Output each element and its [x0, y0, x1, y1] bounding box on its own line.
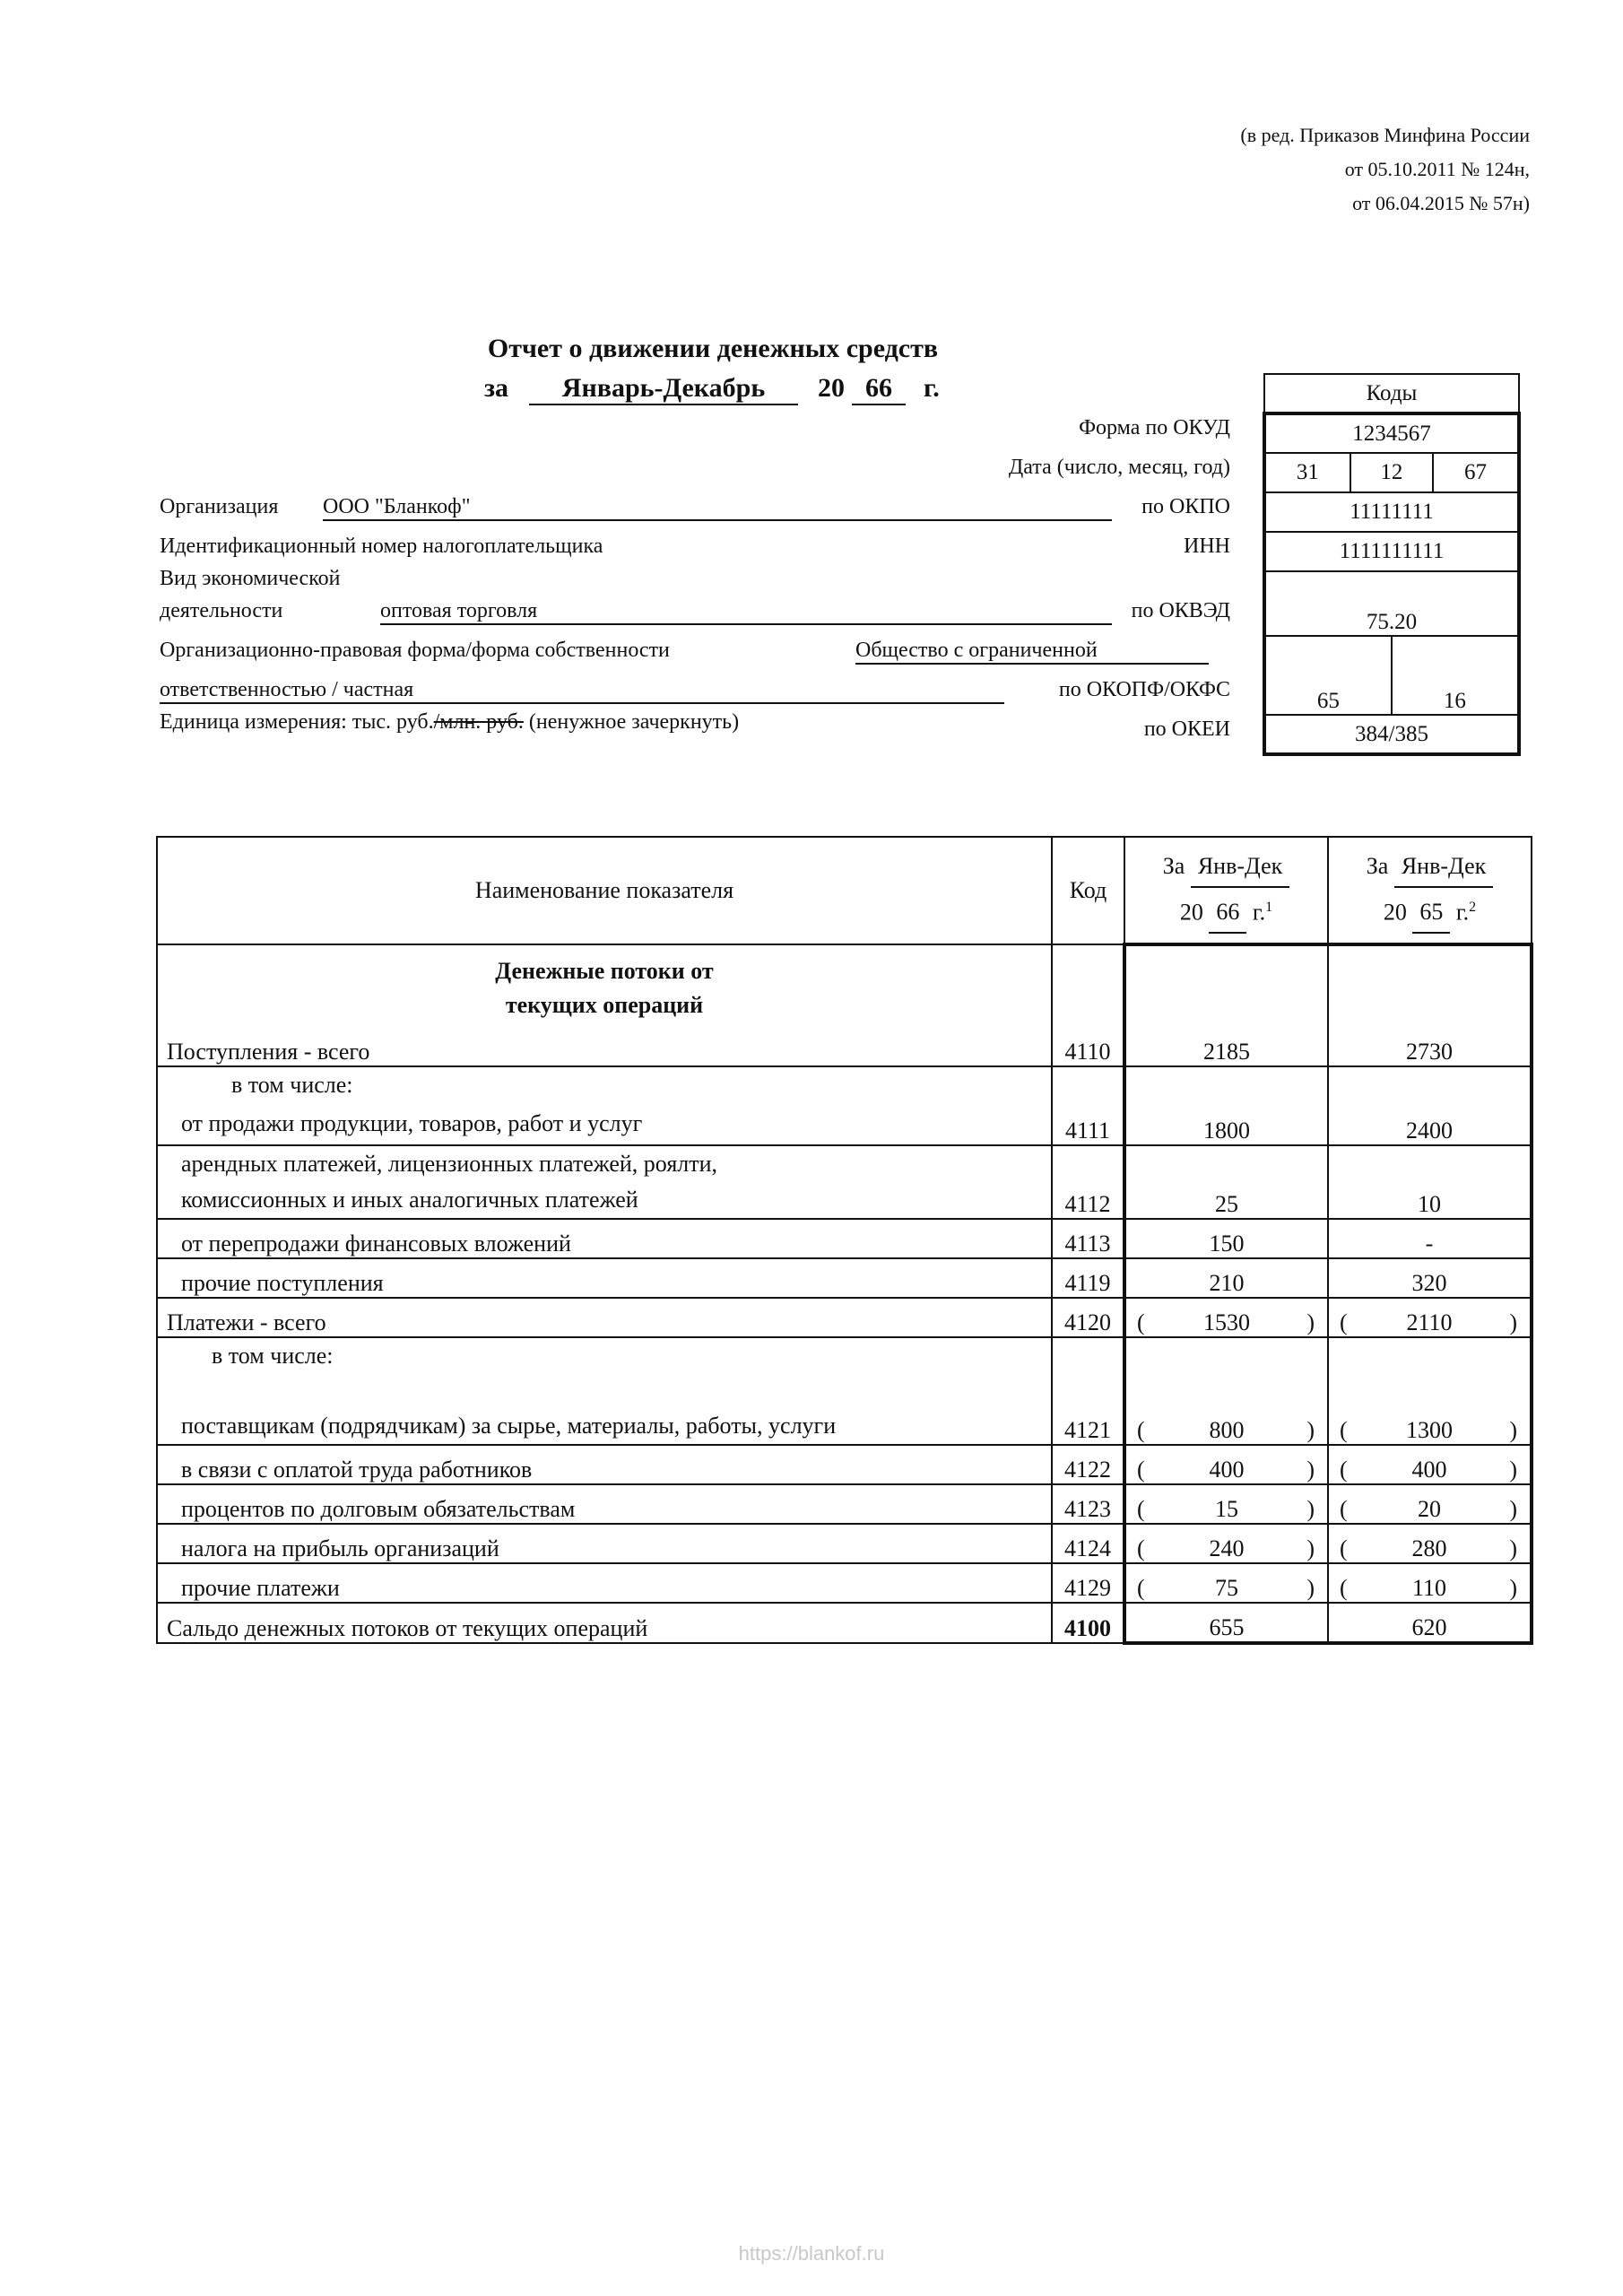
date-label: Дата (число, месяц, год) — [1008, 456, 1230, 479]
open-paren: ( — [1137, 1309, 1145, 1335]
row-current — [1124, 1298, 1328, 1337]
row-previous: 620 — [1328, 1603, 1532, 1643]
close-paren: ) — [1306, 1417, 1315, 1443]
row-previous: 10 — [1328, 1145, 1532, 1219]
okei-value: 384/385 — [1264, 715, 1519, 754]
row-label: поставщикам (подрядчикам) за сырье, материалы, работы, услуги — [181, 1413, 837, 1439]
open-paren: ( — [1137, 1417, 1145, 1443]
col-name-header: Наименование показателя — [157, 837, 1052, 944]
table-row — [157, 944, 1532, 1066]
unit-line — [160, 710, 739, 735]
row-previous-value: 20 — [1418, 1496, 1441, 1522]
order-reference-line: от 05.10.2011 № 124н, — [1344, 158, 1530, 180]
prev-footnote: 2 — [1469, 899, 1477, 915]
row-current-value: 1530 — [1203, 1309, 1250, 1335]
cur-prefix: 20 — [1179, 899, 1203, 926]
row-name — [157, 1066, 1052, 1145]
row-current: 210 — [1124, 1258, 1328, 1298]
open-paren: ( — [1137, 1535, 1145, 1561]
close-paren: ) — [1306, 1575, 1315, 1601]
col-current-header — [1124, 837, 1328, 944]
watermark-link[interactable]: https://blankof.ru — [738, 2242, 885, 2265]
row-code: 4124 — [1052, 1524, 1124, 1563]
row-previous — [1328, 1563, 1532, 1603]
close-paren: ) — [1509, 1417, 1517, 1443]
section-title: Денежные потоки от — [495, 958, 714, 984]
row-code: 4123 — [1052, 1484, 1124, 1524]
unit-text: Единица измерения: тыс. руб. — [160, 710, 434, 734]
inn-value: 1111111111 — [1264, 532, 1519, 571]
row-previous-value: 1300 — [1406, 1417, 1453, 1443]
row-previous-value: 400 — [1411, 1457, 1447, 1483]
close-paren: ) — [1509, 1575, 1517, 1601]
activity-label: Вид экономической — [160, 567, 341, 590]
open-paren: ( — [1340, 1417, 1348, 1443]
inn-code-label: ИНН — [1184, 535, 1230, 558]
row-name: прочие платежи — [157, 1563, 1052, 1603]
date-year: 67 — [1433, 453, 1519, 492]
table-row — [157, 1484, 1532, 1524]
close-paren: ) — [1509, 1496, 1517, 1522]
date-month: 12 — [1350, 453, 1433, 492]
close-paren: ) — [1509, 1535, 1517, 1561]
open-paren: ( — [1137, 1496, 1145, 1522]
okpo-label: по ОКПО — [1141, 495, 1230, 518]
open-paren: ( — [1137, 1457, 1145, 1483]
period-value: Январь-Декабрь — [529, 373, 798, 405]
row-current-value: 800 — [1209, 1417, 1245, 1443]
table-row — [157, 1066, 1532, 1145]
row-label: арендных платежей, лицензионных платежей, роялти, — [181, 1151, 718, 1177]
codes-header: Коды — [1264, 374, 1519, 413]
row-previous — [1328, 1524, 1532, 1563]
row-current-value: 400 — [1209, 1457, 1245, 1483]
okei-label: по ОКЕИ — [1143, 718, 1230, 741]
legal-form-value-2: ответственностью / частная — [160, 678, 1004, 704]
okud-label: Форма по ОКУД — [1079, 416, 1230, 439]
row-previous-value: 280 — [1411, 1535, 1447, 1561]
prev-prefix: 20 — [1383, 899, 1407, 926]
row-name: Сальдо денежных потоков от текущих операций — [157, 1603, 1052, 1643]
row-previous — [1328, 1337, 1532, 1445]
row-code: 4122 — [1052, 1445, 1124, 1484]
open-paren: ( — [1137, 1575, 1145, 1601]
close-paren: ) — [1306, 1496, 1315, 1522]
year-prefix: 20 — [818, 373, 845, 403]
year-value: 66 — [852, 373, 906, 405]
row-subheader: в том числе: — [231, 1072, 353, 1098]
open-paren: ( — [1340, 1309, 1348, 1335]
table-row — [157, 1145, 1532, 1219]
row-name: в связи с оплатой труда работников — [157, 1445, 1052, 1484]
table-row — [157, 1337, 1532, 1445]
table-row — [157, 1219, 1532, 1258]
okfs-value: 16 — [1392, 636, 1519, 715]
period-za: за — [484, 373, 509, 403]
section-title-2: текущих операций — [505, 992, 704, 1018]
okopf-label: по ОКОПФ/ОКФС — [1058, 678, 1230, 701]
open-paren: ( — [1340, 1457, 1348, 1483]
prev-period: Янв-Дек — [1394, 847, 1493, 888]
row-current: 2185 — [1124, 944, 1328, 1066]
row-name — [157, 1337, 1052, 1445]
cur-g: г. — [1252, 899, 1266, 926]
org-label: Организация — [160, 495, 279, 518]
row-current-value: 15 — [1215, 1496, 1238, 1522]
row-name: процентов по долговым обязательствам — [157, 1484, 1052, 1524]
table-header — [157, 837, 1532, 944]
row-current — [1124, 1563, 1328, 1603]
okpo-value: 11111111 — [1264, 492, 1519, 532]
close-paren: ) — [1306, 1309, 1315, 1335]
row-previous: 2730 — [1328, 944, 1532, 1066]
order-reference-line: (в ред. Приказов Минфина России — [1240, 124, 1530, 146]
table-row — [157, 1563, 1532, 1603]
codes-table — [1263, 373, 1521, 756]
year-suffix: г. — [924, 373, 940, 403]
legal-form-value: Общество с ограниченной — [855, 639, 1209, 665]
row-current — [1124, 1337, 1328, 1445]
row-previous: 2400 — [1328, 1066, 1532, 1145]
report-period — [0, 373, 1426, 413]
row-name: Платежи - всего — [157, 1298, 1052, 1337]
row-code: 4100 — [1052, 1603, 1124, 1643]
row-current: 655 — [1124, 1603, 1328, 1643]
close-paren: ) — [1509, 1309, 1517, 1335]
cur-footnote: 1 — [1265, 899, 1273, 915]
table-row — [157, 1298, 1532, 1337]
inn-label: Идентификационный номер налогоплательщика — [160, 535, 603, 558]
row-name: налога на прибыль организаций — [157, 1524, 1052, 1563]
row-previous-value: 110 — [1411, 1575, 1447, 1601]
row-name — [157, 944, 1052, 1066]
row-current: 150 — [1124, 1219, 1328, 1258]
row-current — [1124, 1445, 1328, 1484]
row-previous — [1328, 1298, 1532, 1337]
activity-label-2: деятельности — [160, 599, 283, 622]
col-previous-header — [1328, 837, 1532, 944]
unit-struck: /млн. руб. — [433, 710, 524, 734]
row-current-value: 75 — [1215, 1575, 1238, 1601]
row-name: от перепродажи финансовых вложений — [157, 1219, 1052, 1258]
row-current: 25 — [1124, 1145, 1328, 1219]
cashflow-table — [156, 836, 1533, 1645]
row-label: от продажи продукции, товаров, работ и услуг — [181, 1110, 643, 1136]
open-paren: ( — [1340, 1496, 1348, 1522]
row-previous: - — [1328, 1219, 1532, 1258]
row-code: 4111 — [1052, 1066, 1124, 1145]
okved-label: по ОКВЭД — [1131, 599, 1230, 622]
report-title: Отчет о движении денежных средств — [487, 334, 939, 363]
row-previous — [1328, 1445, 1532, 1484]
open-paren: ( — [1340, 1535, 1348, 1561]
org-name: ООО "Бланкоф" — [323, 495, 1112, 521]
okved-value: 75.20 — [1264, 571, 1519, 636]
row-code: 4110 — [1052, 944, 1124, 1066]
prev-za: За — [1366, 852, 1389, 879]
cur-za: За — [1162, 852, 1185, 879]
row-code: 4112 — [1052, 1145, 1124, 1219]
okud-value: 1234567 — [1264, 413, 1519, 453]
prev-g: г. — [1455, 899, 1470, 926]
row-name — [157, 1145, 1052, 1219]
row-label: Поступления - всего — [167, 1039, 370, 1065]
cur-period: Янв-Дек — [1191, 847, 1289, 888]
row-current — [1124, 1524, 1328, 1563]
row-subheader: в том числе: — [212, 1343, 334, 1369]
row-previous — [1328, 1484, 1532, 1524]
row-code: 4121 — [1052, 1337, 1124, 1445]
order-reference-line: от 06.04.2015 № 57н) — [1352, 192, 1530, 214]
legal-form-label: Организационно-правовая форма/форма собственности — [160, 639, 670, 662]
row-code: 4120 — [1052, 1298, 1124, 1337]
table-row — [157, 1524, 1532, 1563]
row-code: 4113 — [1052, 1219, 1124, 1258]
unit-note: (ненужное зачеркнуть) — [528, 710, 740, 734]
row-label-2: комиссионных и иных аналогичных платежей — [181, 1187, 638, 1213]
row-current-value: 240 — [1209, 1535, 1245, 1561]
row-name: прочие поступления — [157, 1258, 1052, 1298]
close-paren: ) — [1306, 1457, 1315, 1483]
row-code: 4129 — [1052, 1563, 1124, 1603]
row-current: 1800 — [1124, 1066, 1328, 1145]
row-previous-value: 2110 — [1406, 1309, 1453, 1335]
col-code-header: Код — [1052, 837, 1124, 944]
prev-year: 65 — [1412, 892, 1450, 934]
cur-year: 66 — [1209, 892, 1246, 934]
table-row — [157, 1258, 1532, 1298]
row-current — [1124, 1484, 1328, 1524]
table-row — [157, 1445, 1532, 1484]
order-reference — [1240, 118, 1530, 221]
open-paren: ( — [1340, 1575, 1348, 1601]
activity-value: оптовая торговля — [380, 599, 1112, 625]
date-day: 31 — [1264, 453, 1350, 492]
close-paren: ) — [1509, 1457, 1517, 1483]
close-paren: ) — [1306, 1535, 1315, 1561]
okopf-value: 65 — [1264, 636, 1392, 715]
row-code: 4119 — [1052, 1258, 1124, 1298]
row-previous: 320 — [1328, 1258, 1532, 1298]
table-row — [157, 1603, 1532, 1643]
